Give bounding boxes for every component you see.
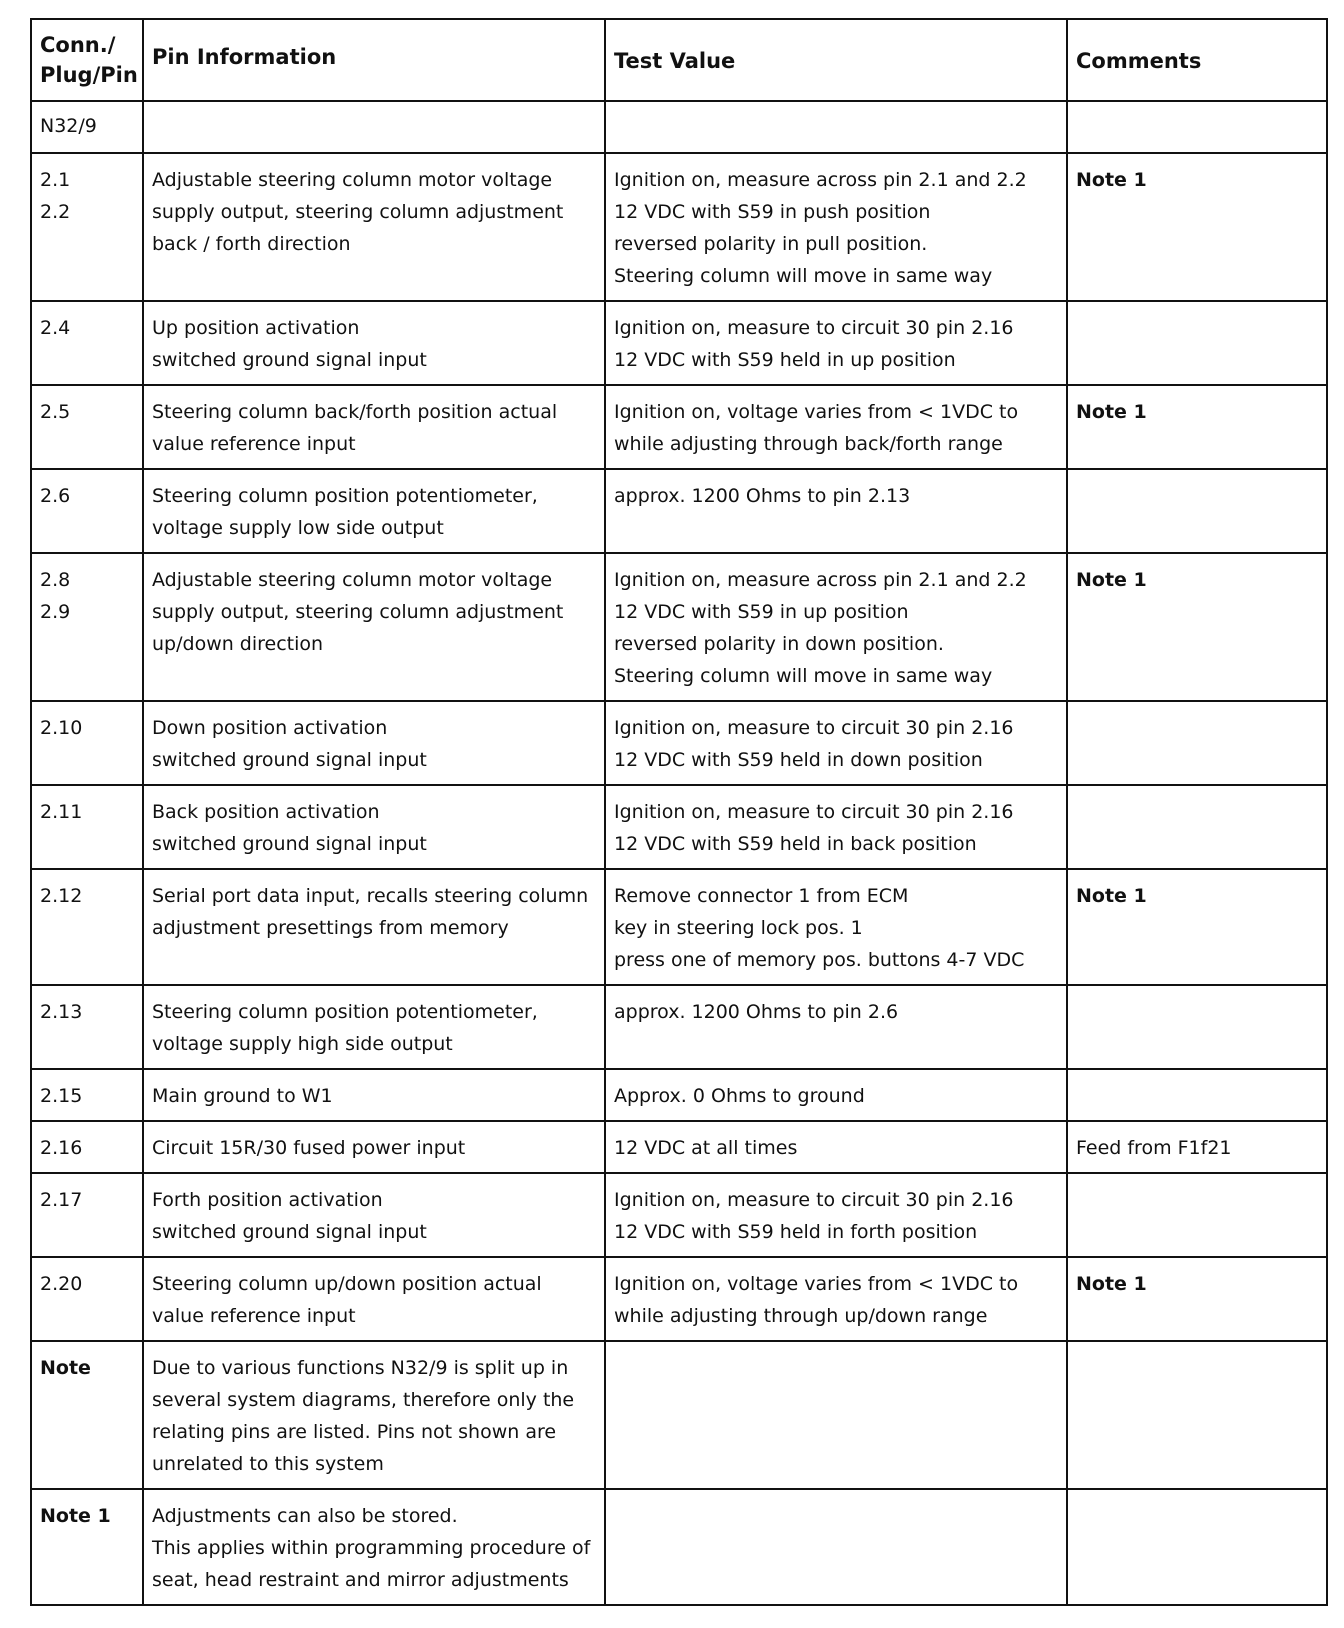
test-value-cell: Ignition on, measure across pin 2.1 and 2.2 12 VDC with S59 in push position reversed polarity in pull position. Steering column will move in same way	[605, 153, 1067, 301]
pin-information-table	[30, 18, 1328, 1606]
table-row	[31, 1173, 1327, 1257]
pin-info-cell: Steering column up/down position actual value reference input	[143, 1257, 605, 1341]
table-row	[31, 785, 1327, 869]
note-row	[31, 1341, 1327, 1489]
table-row	[31, 1121, 1327, 1173]
table-row	[31, 553, 1327, 701]
comment-cell: Note 1	[1067, 869, 1327, 985]
pin-info-cell: Serial port data input, recalls steering column adjustment presettings from memory	[143, 869, 605, 985]
header-comments: Comments	[1067, 19, 1327, 101]
table-row	[31, 301, 1327, 385]
pin-cell: 2.20	[31, 1257, 143, 1341]
pin-info-cell: Adjustable steering column motor voltage supply output, steering column adjustment back / forth direction	[143, 153, 605, 301]
pin-info-cell: Circuit 15R/30 fused power input	[143, 1121, 605, 1173]
pin-cell: 2.12	[31, 869, 143, 985]
table-row	[31, 701, 1327, 785]
comment-cell	[1067, 1069, 1327, 1121]
header-conn-plug-pin: Conn./ Plug/Pin	[31, 19, 143, 101]
comment-cell: Note 1	[1067, 385, 1327, 469]
pin-cell: 2.5	[31, 385, 143, 469]
table-row	[31, 385, 1327, 469]
test-value-cell: Ignition on, voltage varies from < 1VDC to while adjusting through back/forth range	[605, 385, 1067, 469]
pin-info-cell: Steering column position potentiometer, voltage supply low side output	[143, 469, 605, 553]
section-row	[31, 101, 1327, 153]
pin-cell: 2.15	[31, 1069, 143, 1121]
pin-cell: 2.13	[31, 985, 143, 1069]
comment-cell	[1067, 1173, 1327, 1257]
test-value-cell: 12 VDC at all times	[605, 1121, 1067, 1173]
header-pin-information: Pin Information	[143, 19, 605, 101]
table-row	[31, 869, 1327, 985]
comment-cell	[1067, 701, 1327, 785]
section-empty-cell	[1067, 101, 1327, 153]
test-value-cell: Ignition on, measure across pin 2.1 and 2.2 12 VDC with S59 in up position reversed polarity in down position. Steering column will move in same way	[605, 553, 1067, 701]
comment-cell: Note 1	[1067, 153, 1327, 301]
comment-cell	[1067, 985, 1327, 1069]
pin-cell: 2.8 2.9	[31, 553, 143, 701]
table-row	[31, 1069, 1327, 1121]
note-text: Due to various functions N32/9 is split up in several system diagrams, therefore only the relating pins are listed. Pins not shown are unrelated to this system	[143, 1341, 605, 1489]
pin-cell: 2.6	[31, 469, 143, 553]
note-text: Adjustments can also be stored. This applies within programming procedure of seat, head restraint and mirror adjustments	[143, 1489, 605, 1605]
comment-cell	[1067, 469, 1327, 553]
pin-info-cell: Back position activation switched ground signal input	[143, 785, 605, 869]
test-value-cell: approx. 1200 Ohms to pin 2.13	[605, 469, 1067, 553]
header-test-value: Test Value	[605, 19, 1067, 101]
test-value-cell: Ignition on, measure to circuit 30 pin 2.16 12 VDC with S59 held in up position	[605, 301, 1067, 385]
test-value-cell: Approx. 0 Ohms to ground	[605, 1069, 1067, 1121]
test-value-cell: Ignition on, measure to circuit 30 pin 2.16 12 VDC with S59 held in down position	[605, 701, 1067, 785]
table-row	[31, 985, 1327, 1069]
pin-cell: 2.10	[31, 701, 143, 785]
test-value-cell: approx. 1200 Ohms to pin 2.6	[605, 985, 1067, 1069]
test-value-cell: Ignition on, measure to circuit 30 pin 2.16 12 VDC with S59 held in back position	[605, 785, 1067, 869]
table-row	[31, 1257, 1327, 1341]
comment-cell	[1067, 785, 1327, 869]
comment-cell	[1067, 301, 1327, 385]
note-empty-cell	[605, 1489, 1067, 1605]
pin-cell: 2.11	[31, 785, 143, 869]
section-label: N32/9	[31, 101, 143, 153]
pin-info-cell: Adjustable steering column motor voltage supply output, steering column adjustment up/down direction	[143, 553, 605, 701]
pin-info-cell: Steering column back/forth position actual value reference input	[143, 385, 605, 469]
note-empty-cell	[605, 1341, 1067, 1489]
pin-table-sheet	[30, 18, 1326, 1606]
note-label: Note	[31, 1341, 143, 1489]
section-empty-cell	[143, 101, 605, 153]
table-row	[31, 153, 1327, 301]
pin-cell: 2.4	[31, 301, 143, 385]
pin-cell: 2.16	[31, 1121, 143, 1173]
note-label: Note 1	[31, 1489, 143, 1605]
test-value-cell: Remove connector 1 from ECM key in steering lock pos. 1 press one of memory pos. buttons 4-7 VDC	[605, 869, 1067, 985]
table-row	[31, 469, 1327, 553]
pin-info-cell: Up position activation switched ground signal input	[143, 301, 605, 385]
pin-info-cell: Down position activation switched ground signal input	[143, 701, 605, 785]
comment-cell: Note 1	[1067, 553, 1327, 701]
comment-cell: Feed from F1f21	[1067, 1121, 1327, 1173]
header-row	[31, 19, 1327, 101]
test-value-cell: Ignition on, measure to circuit 30 pin 2.16 12 VDC with S59 held in forth position	[605, 1173, 1067, 1257]
pin-info-cell: Main ground to W1	[143, 1069, 605, 1121]
pin-info-cell: Steering column position potentiometer, voltage supply high side output	[143, 985, 605, 1069]
pin-cell: 2.17	[31, 1173, 143, 1257]
test-value-cell: Ignition on, voltage varies from < 1VDC to while adjusting through up/down range	[605, 1257, 1067, 1341]
note-empty-cell	[1067, 1341, 1327, 1489]
note-row	[31, 1489, 1327, 1605]
section-empty-cell	[605, 101, 1067, 153]
comment-cell: Note 1	[1067, 1257, 1327, 1341]
note-empty-cell	[1067, 1489, 1327, 1605]
pin-cell: 2.1 2.2	[31, 153, 143, 301]
pin-info-cell: Forth position activation switched ground signal input	[143, 1173, 605, 1257]
